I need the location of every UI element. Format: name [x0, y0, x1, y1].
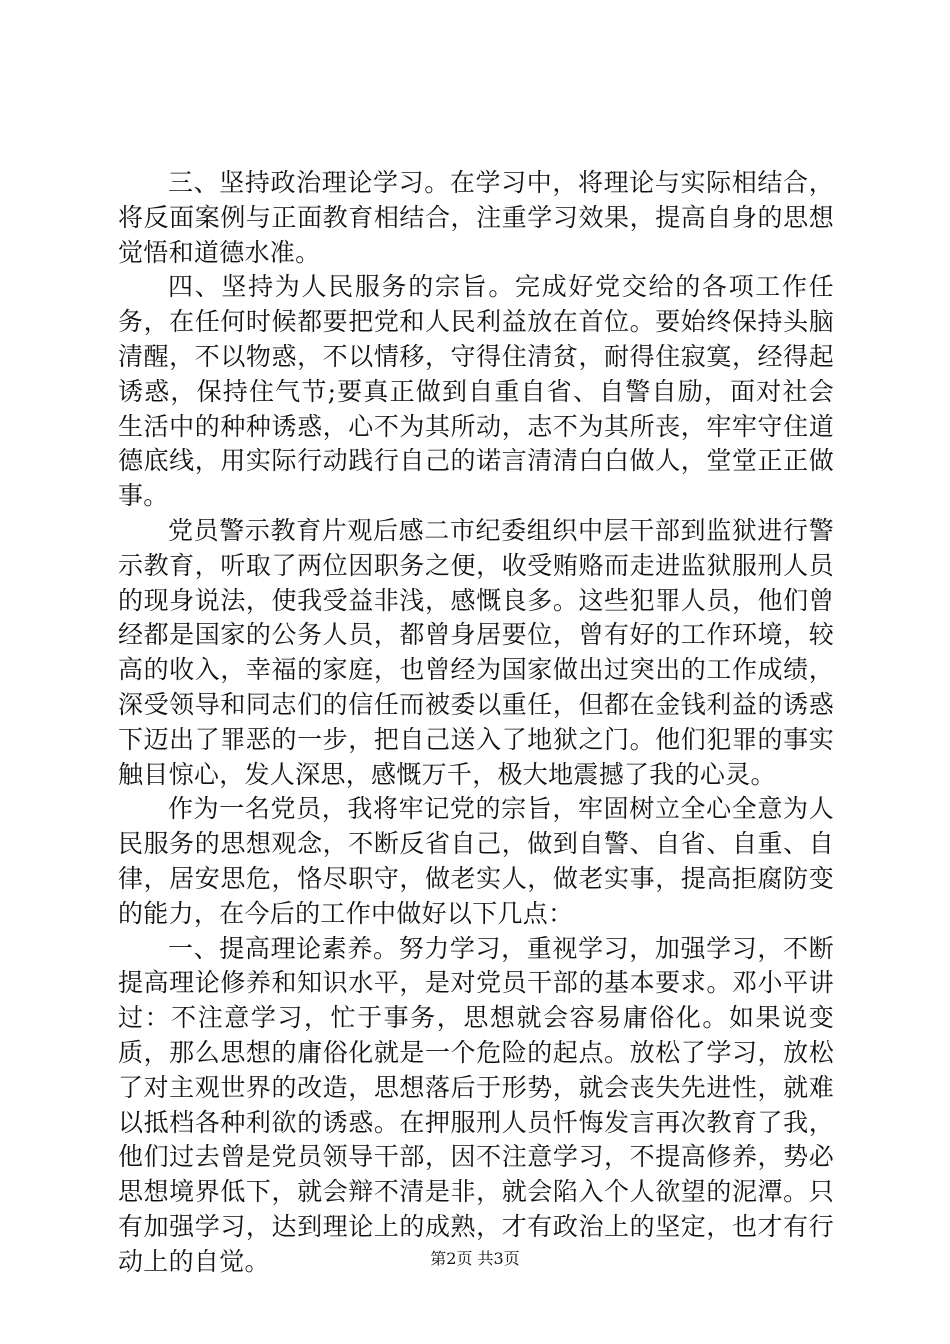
document-body [118, 166, 834, 1280]
paragraph-serve-people: 四、坚持为人民服务的宗旨。完成好党交给的各项工作任务，在任何时候都要把党和人民利益放在首位。要始终保持头脑清醒，不以物惑，不以情移，守得住清贫，耐得住寂寞，经得起诱惑，保持住气节;要真正做到自重自省、自警自励，面对社会生活中的种种诱惑，心不为其所动，志不为其所丧，牢牢守住道德底线，用实际行动践行自己的诺言清清白白做人，堂堂正正做事。 [118, 272, 834, 511]
paragraph-warning-education: 党员警示教育片观后感二市纪委组织中层干部到监狱进行警示教育，听取了两位因职务之便，收受贿赂而走进监狱服刑人员的现身说法，使我受益非浅，感慨良多。这些犯罪人员，他们曾经都是国家的公务人员，都曾身居要位，曾有好的工作环境，较高的收入，幸福的家庭，也曾经为国家做出过突出的工作成绩，深受领导和同志们的信任而被委以重任，但都在金钱利益的诱惑下迈出了罪恶的一步，把自己送入了地狱之门。他们犯罪的事实触目惊心，发人深思，感慨万千，极大地震撼了我的心灵。 [118, 515, 834, 789]
paragraph-political-study: 三、坚持政治理论学习。在学习中，将理论与实际相结合，将反面案例与正面教育相结合，注重学习效果，提高自身的思想觉悟和道德水准。 [118, 168, 834, 267]
page-number-footer: 第2页 共3页 [430, 1249, 520, 1268]
paragraph-party-member-pledge: 作为一名党员，我将牢记党的宗旨，牢固树立全心全意为人民服务的思想观念，不断反省自己，做到自警、自省、自重、自律，居安思危，恪尽职守，做老实人，做老实事，提高拒腐防变的能力，在今后的工作中做好以下几点： [118, 794, 834, 928]
paragraph-theory-cultivation: 一、提高理论素养。努力学习，重视学习，加强学习，不断提高理论修养和知识水平，是对党员干部的基本要求。邓小平讲过：不注意学习，忙于事务，思想就会容易庸俗化。如果说变质，那么思想的庸俗化就是一个危险的起点。放松了学习，放松了对主观世界的改造，思想落后于形势，就会丧失先进性，就难以抵档各种利欲的诱惑。在押服刑人员忏悔发言再次教育了我，他们过去曾是党员领导干部，因不注意学习，不提高修养，势必思想境界低下，就会辩不清是非，就会陷入个人欲望的泥潭。只有加强学习，达到理论上的成熟，才有政治上的坚定，也才有行动上的自觉。 [118, 933, 834, 1276]
